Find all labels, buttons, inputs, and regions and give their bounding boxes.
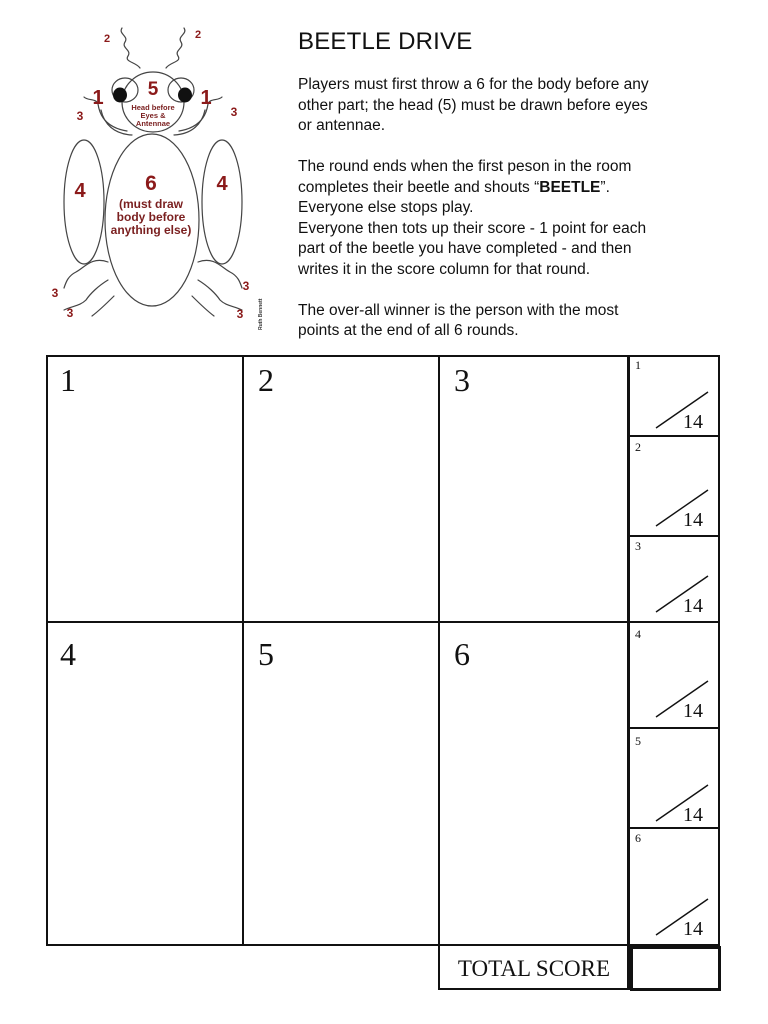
score-round-1: 1	[635, 358, 641, 372]
rules-line: The over-all winner is the person with the most	[298, 301, 619, 319]
body-note-line-3: anything else)	[110, 223, 192, 237]
score-slash	[652, 677, 712, 723]
leg-label-lower-left: 3	[66, 306, 74, 320]
score-divider	[628, 827, 720, 829]
rules-line: part of the beetle you have completed - and then	[298, 240, 632, 257]
rules-line: The round ends when the first peson in the room	[298, 158, 632, 175]
score-divider	[628, 727, 720, 729]
side-right-label: 4	[216, 173, 228, 195]
antenna-right-label: 2	[194, 29, 202, 41]
score-round-5: 5	[635, 734, 641, 748]
grid-line	[46, 355, 720, 357]
score-divider	[628, 535, 720, 537]
score-round-2: 2	[635, 440, 641, 454]
score-max-4: 14	[683, 700, 703, 722]
score-max-2: 14	[683, 509, 703, 531]
body-note-line-2: body before	[116, 210, 186, 224]
page-title: BEETLE DRIVE	[298, 28, 473, 55]
total-score-label: TOTAL SCORE	[457, 956, 611, 981]
head-note-line-1: Head before	[131, 103, 175, 112]
eye-right-label: 1	[200, 87, 212, 109]
beetle-emphasis: BEETLE	[539, 178, 601, 196]
score-slash	[652, 388, 712, 434]
rules-text-segment: ”.	[600, 178, 610, 196]
leg-label-upper-left: 3	[76, 109, 84, 123]
rules-text-segment: completes their beetle and shouts “	[298, 178, 540, 196]
score-slash	[652, 895, 712, 941]
rules-line: Everyone then tots up their score - 1 point for each	[298, 219, 647, 237]
round-label-1: 1	[60, 362, 76, 398]
grid-line	[46, 944, 720, 946]
score-slash	[652, 486, 712, 532]
side-left-label: 4	[74, 180, 86, 202]
score-max-1: 14	[683, 411, 703, 433]
head-label: 5	[147, 79, 159, 100]
head-note-line-3: Antennae	[135, 119, 171, 128]
round-label-5: 5	[258, 636, 274, 672]
rules-line: writes it in the score column for that round.	[298, 260, 591, 278]
round-label-4: 4	[60, 636, 76, 672]
score-slash	[652, 572, 712, 618]
grid-line	[46, 621, 628, 623]
rules-line: Everyone else stops play.	[298, 199, 474, 216]
round-label-3: 3	[454, 362, 470, 398]
artist-credit: Ruth Bennett	[258, 298, 264, 330]
body-note-line-1: (must draw	[118, 197, 184, 211]
rules-line: points at the end of all 6 rounds.	[298, 322, 519, 339]
leg-label-lower-right: 3	[236, 307, 244, 321]
score-round-4: 4	[635, 627, 641, 641]
total-score-box	[630, 946, 721, 991]
score-slash	[652, 781, 712, 827]
grid-line	[438, 355, 440, 990]
antenna-left-label: 2	[103, 33, 111, 45]
grid-line	[718, 355, 720, 946]
rules-line: other part; the head (5) must be drawn before eyes	[298, 96, 648, 114]
score-round-3: 3	[635, 539, 641, 553]
score-divider	[628, 435, 720, 437]
eye-left-label: 1	[92, 87, 104, 109]
score-round-6: 6	[635, 831, 641, 845]
grid-line	[627, 355, 630, 990]
leg-label-upper-right: 3	[230, 105, 238, 119]
rules-line: Players must first throw a 6 for the body before any	[298, 76, 649, 93]
body-label: 6	[145, 172, 157, 195]
score-divider	[628, 621, 720, 623]
round-label-2: 2	[258, 362, 274, 398]
score-max-5: 14	[683, 804, 703, 826]
rules-line: or antennae.	[298, 117, 386, 134]
score-max-3: 14	[683, 595, 703, 617]
leg-label-mid-right: 3	[242, 279, 250, 293]
grid-line	[46, 355, 48, 946]
round-label-6: 6	[454, 636, 470, 672]
leg-label-mid-left: 3	[51, 286, 59, 300]
head-note-line-2: Eyes &	[140, 111, 166, 120]
grid-line	[242, 355, 244, 946]
score-max-6: 14	[683, 918, 703, 940]
